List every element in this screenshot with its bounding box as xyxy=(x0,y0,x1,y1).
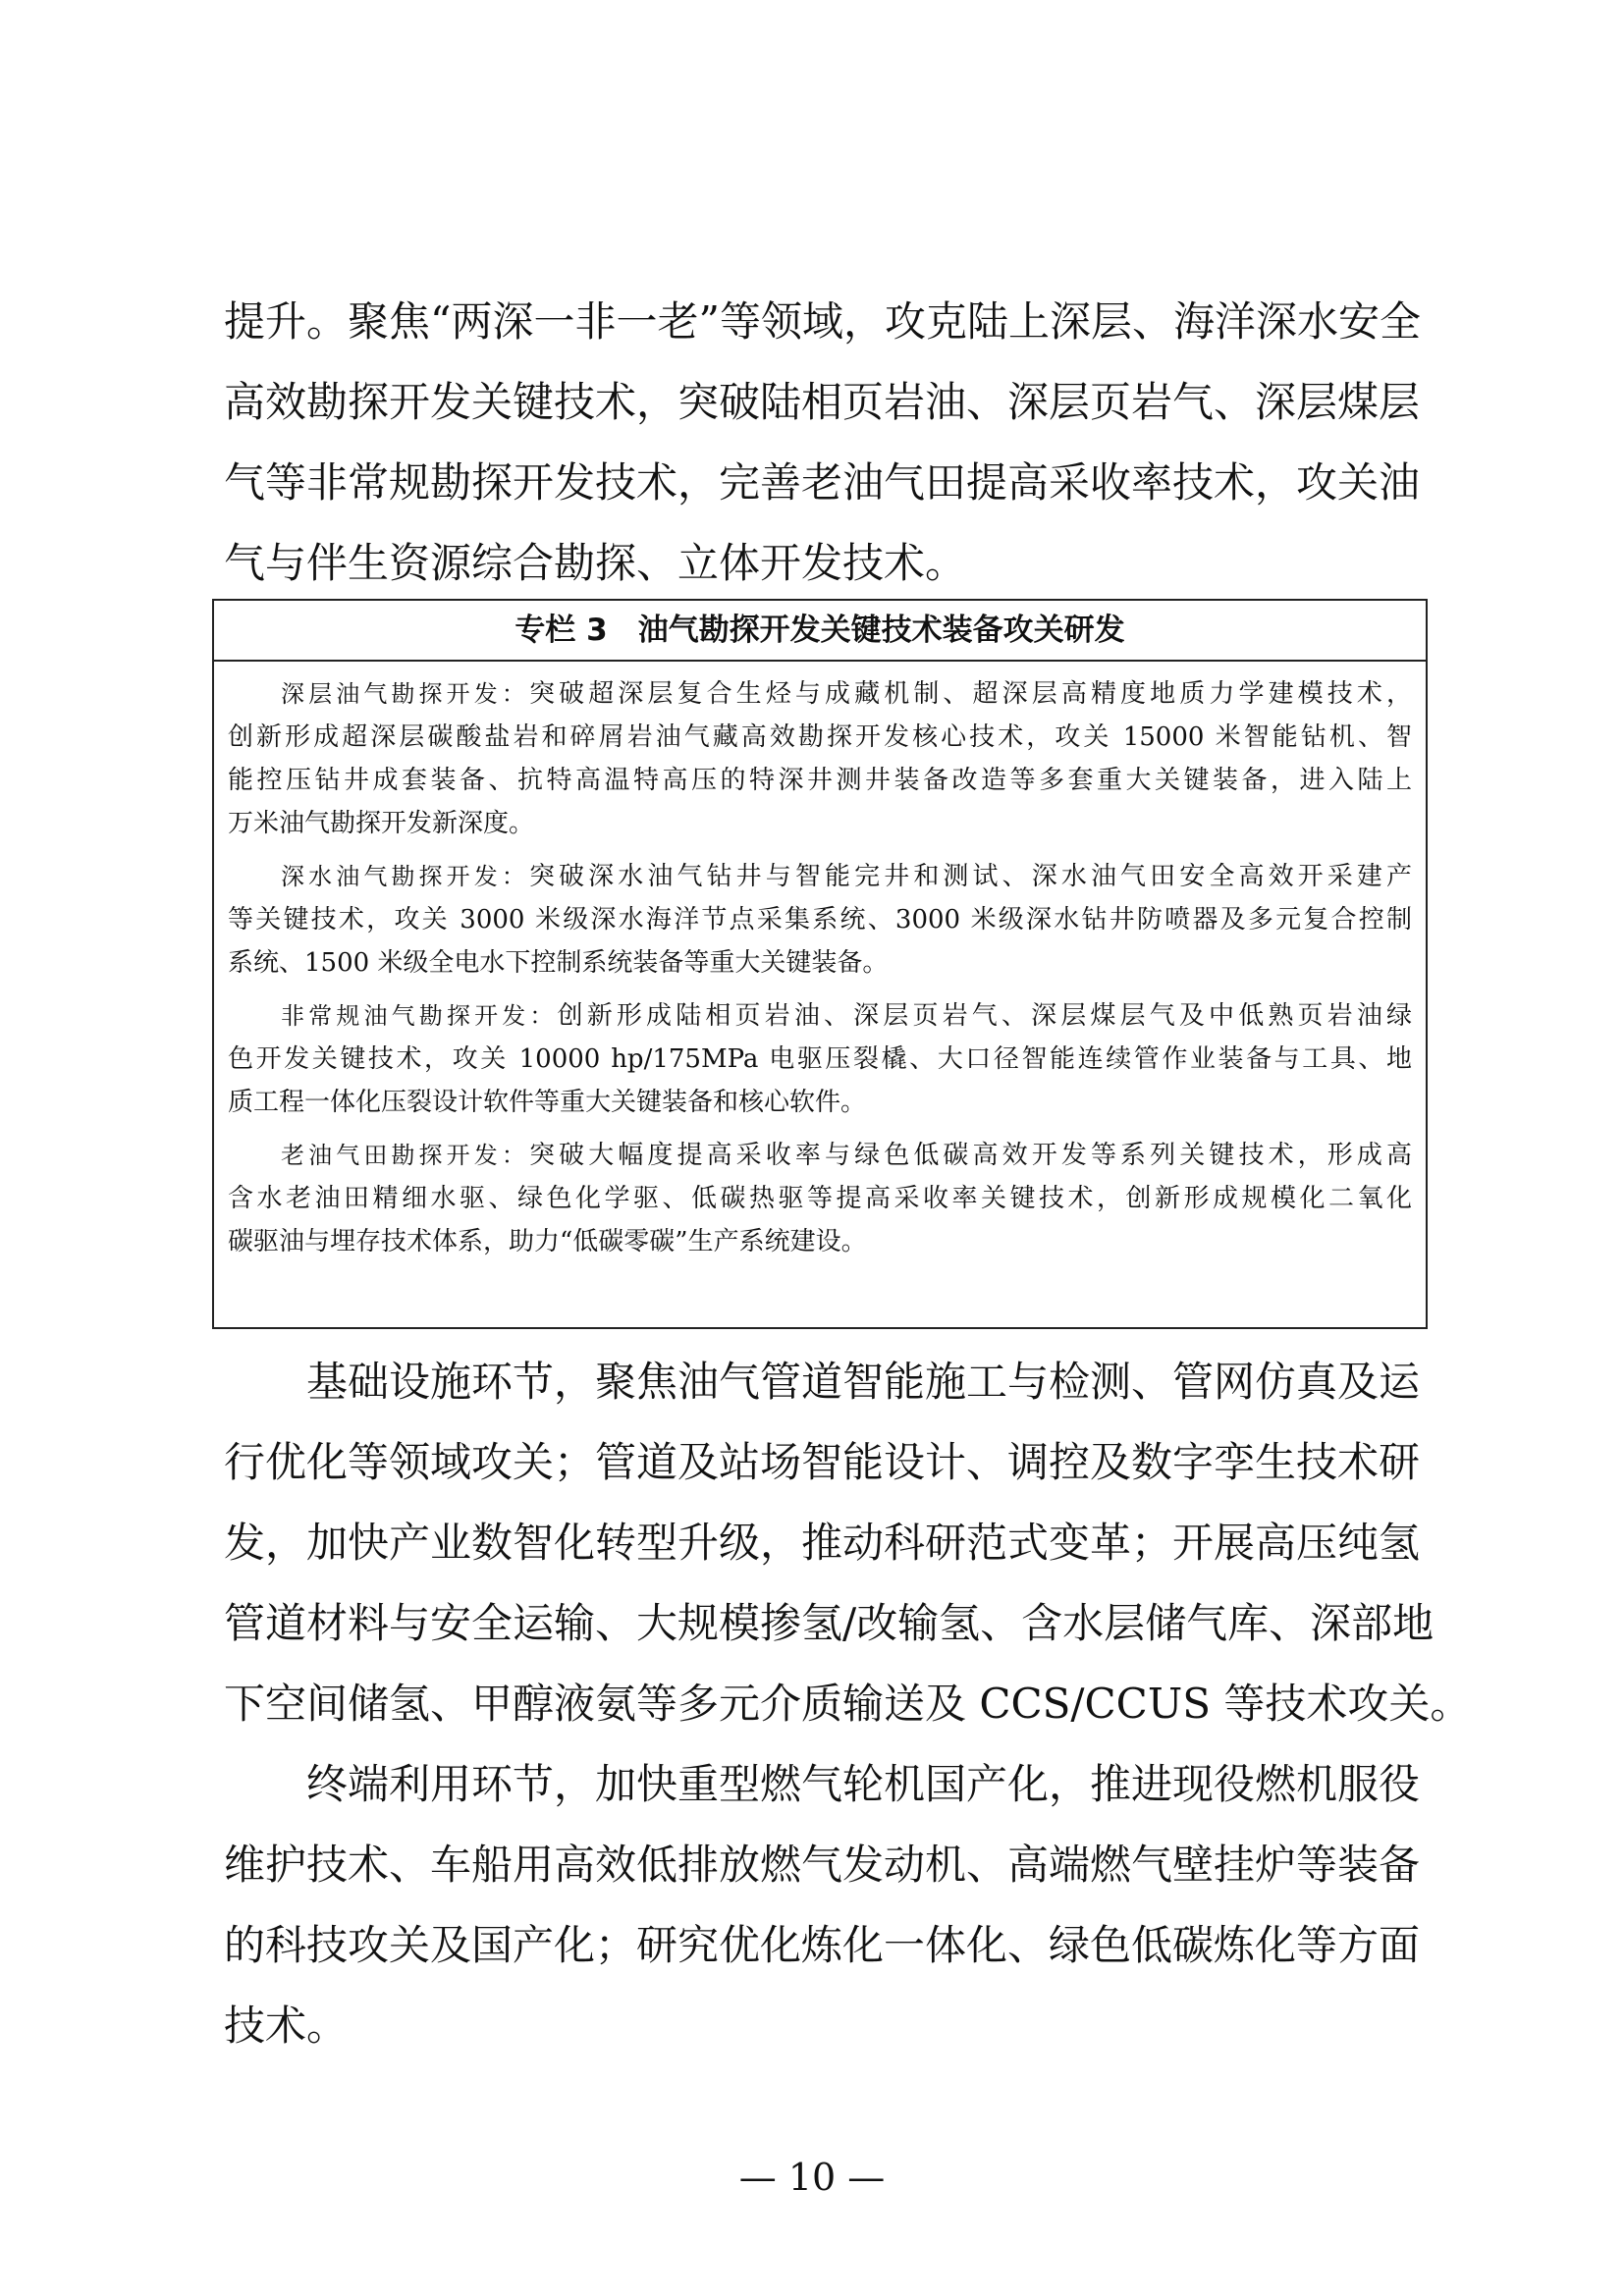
section-text: 创新形成陆相页岩油、深层页岩气、深层煤层气及中低熟页岩油绿 xyxy=(557,1001,1412,1031)
box-line: 万米油气勘探开发新深度。 xyxy=(228,809,535,838)
box-line: 创新形成超深层碳酸盐岩和碎屑岩油气藏高效勘探开发核心技术，攻关 15000 米智能钻机、智 xyxy=(228,722,1412,752)
box-section-first-line xyxy=(281,860,1412,893)
section-lead: 非常规油气勘探开发： xyxy=(281,1002,558,1030)
section-text: 突破超深层复合生烃与成藏机制、超深层高精度地质力学建模技术， xyxy=(528,679,1412,709)
column-box-title: 专栏 3 油气勘探开发关键技术装备攻关研发 xyxy=(214,601,1426,662)
box-line: 等关键技术，攻关 3000 米级深水海洋节点采集系统、3000 米级深水钻井防喷器及多元复合控制 xyxy=(228,905,1412,934)
page-number: — 10 — xyxy=(738,2156,886,2199)
box-line: 系统、1500 米级全电水下控制系统装备等重大关键装备。 xyxy=(228,948,889,978)
paragraph-line: 高效勘探开发关键技术，突破陆相页岩油、深层页岩气、深层煤层 xyxy=(224,378,1421,426)
box-line: 质工程一体化压裂设计软件等重大关键装备和核心软件。 xyxy=(228,1088,867,1117)
paragraph-line: 发，加快产业数智化转型升级，推动科研范式变革；开展高压纯氢 xyxy=(224,1519,1421,1567)
paragraph-line: 的科技攻关及国产化；研究优化炼化一体化、绿色低碳炼化等方面 xyxy=(224,1921,1421,1969)
paragraph-line: 技术。 xyxy=(224,2002,349,2050)
paragraph-line: 下空间储氢、甲醇液氨等多元介质输送及 CCS/CCUS 等技术攻关。 xyxy=(224,1680,1472,1728)
paragraph-line: 气等非常规勘探开发技术，完善老油气田提高采收率技术，攻关油 xyxy=(224,458,1421,507)
paragraph-line: 维护技术、车船用高效低排放燃气发动机、高端燃气壁挂炉等装备 xyxy=(224,1841,1421,1889)
box-section-first-line xyxy=(281,999,1412,1033)
paragraph-line: 行优化等领域攻关；管道及站场智能设计、调控及数字孪生技术研 xyxy=(224,1438,1421,1486)
paragraph-line: 管道材料与安全运输、大规模掺氢/改输氢、含水层储气库、深部地 xyxy=(224,1599,1435,1647)
section-lead: 深水油气勘探开发： xyxy=(281,863,529,890)
paragraph-line: 气与伴生资源综合勘探、立体开发技术。 xyxy=(224,539,967,587)
box-section-first-line xyxy=(281,677,1412,711)
box-line: 碳驱油与埋存技术体系，助力“低碳零碳”生产系统建设。 xyxy=(228,1227,867,1256)
box-line: 含水老油田精细水驱、绿色化学驱、低碳热驱等提高采收率关键技术，创新形成规模化二氧化 xyxy=(228,1184,1412,1213)
section-text: 突破深水油气钻井与智能完井和测试、深水油气田安全高效开采建产 xyxy=(528,862,1412,891)
box-section-first-line xyxy=(281,1139,1412,1172)
box-line: 色开发关键技术，攻关 10000 hp/175MPa 电驱压裂橇、大口径智能连续管作业装备与工具、地 xyxy=(228,1044,1412,1074)
paragraph-line: 基础设施环节，聚焦油气管道智能施工与检测、管网仿真及运 xyxy=(306,1358,1421,1406)
section-lead: 老油气田勘探开发： xyxy=(281,1142,529,1169)
paragraph-line: 提升。聚焦“两深一非一老”等领域，攻克陆上深层、海洋深水安全 xyxy=(224,297,1421,346)
column-box xyxy=(212,599,1428,1329)
section-text: 突破大幅度提高采收率与绿色低碳高效开发等系列关键技术，形成高 xyxy=(528,1141,1412,1170)
section-lead: 深层油气勘探开发： xyxy=(281,680,529,708)
paragraph-line: 终端利用环节，加快重型燃气轮机国产化，推进现役燃机服役 xyxy=(306,1760,1421,1808)
box-line: 能控压钻井成套装备、抗特高温特高压的特深井测井装备改造等多套重大关键装备，进入陆上 xyxy=(228,766,1412,795)
